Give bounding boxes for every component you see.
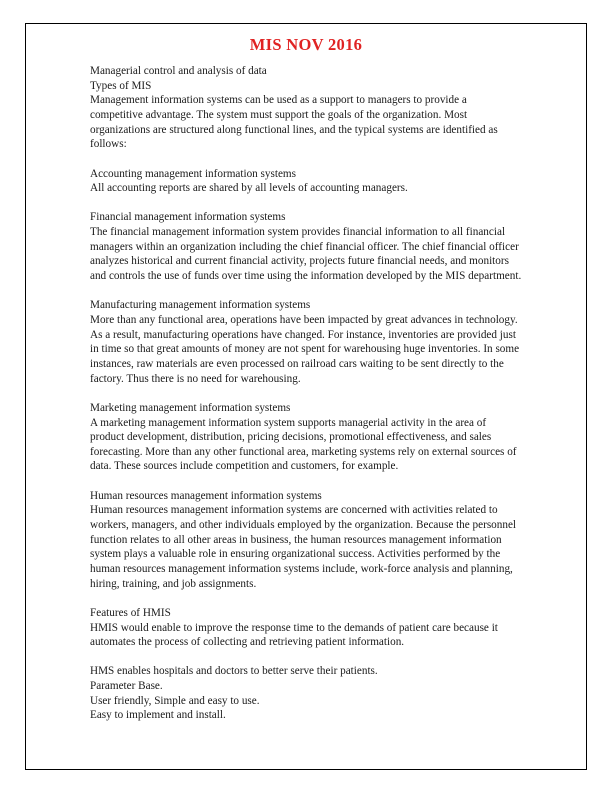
paragraph: All accounting reports are shared by all levels of accounting managers. [90,182,408,195]
page-title: MIS NOV 2016 [249,35,363,54]
text-block-manufacturing [90,298,522,386]
paragraph: Parameter Base. [90,680,163,693]
paragraph: Easy to implement and install. [90,709,226,722]
paragraph: Accounting management information systems [90,167,296,180]
paragraph: A marketing management information system supports managerial activity in the area of product development, distribution, pricing decisions, promotional effectiveness, and sales forecasting. More than any other functional area, marketing systems rely on external sources of data. These sources include competition and customers, for example. [90,416,517,473]
text-block-financial [90,210,522,283]
paragraph: Human resources management information systems are concerned with activities related to workers, managers, and other individuals employed by the organization. Because the personnel function relates to all other areas in business, the human resources management information system plays a valuable role in ensuring organizational success. Activities performed by the human resources management information systems include, work-force analysis and planning, hiring, training, and job assignments. [90,504,517,590]
paragraph: Human resources management information systems [90,489,322,502]
paragraph: HMIS would enable to improve the response time to the demands of patient care because it automates the process of collecting and retrieving patient information. [90,621,498,649]
text-block-intro [90,64,522,152]
paragraph: HMS enables hospitals and doctors to better serve their patients. [90,665,378,678]
text-block-marketing [90,401,522,474]
document-body [90,64,522,723]
paragraph: The financial management information system provides financial information to all financial managers within an organization including the chief financial officer. The chief financial officer analyzes historical and current financial activity, projects future financial needs, and monitors and controls the use of funds over time using the information developed by the MIS department. [90,226,522,283]
text-block-hms-benefits [90,664,522,723]
paragraph: Managerial control and analysis of data [90,65,267,77]
paragraph: Management information systems can be used as a support to managers to provide a competitive advantage. The system must support the goals of the organization. Most organizations are structured along functional lines, and the typical systems are identified as follows: [90,94,498,151]
paragraph: Manufacturing management information systems [90,299,311,312]
paragraph: Types of MIS [90,79,152,92]
paragraph: More than any functional area, operations have been impacted by great advances in technology. As a result, manufacturing operations have changed. For instance, inventories are provided just in time so that great amounts of money are not spent for warehousing huge inventories. In some instances, raw materials are even processed on railroad cars waiting to be sent directly to the factory. Thus there is no need for warehousing. [90,313,520,385]
paragraph: Marketing management information systems [90,401,291,414]
paragraph: User friendly, Simple and easy to use. [90,694,260,707]
text-block-accounting [90,167,522,196]
paragraph: Features of HMIS [90,606,171,619]
text-block-human-resources [90,489,522,592]
paragraph: Financial management information systems [90,211,286,224]
text-block-features-of-hmis [90,606,522,650]
